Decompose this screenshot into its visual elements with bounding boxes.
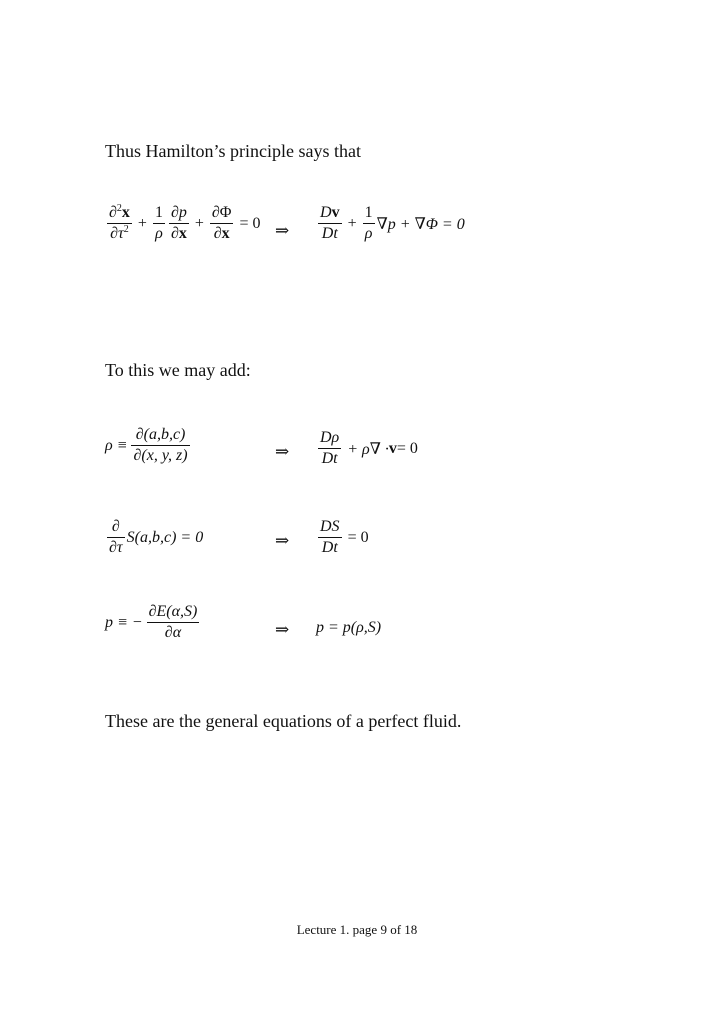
frac-ds-dt: $\frac{DS}{Dt}$	[320, 518, 340, 556]
implies-arrow-1: ⇒	[275, 221, 290, 240]
implies-arrow-4: ⇒	[275, 620, 290, 639]
frac-dphi-dx: $\frac{\partial\Phi}{\partial x}$	[211, 204, 232, 242]
equation-pressure-definition: p ≡ − $\frac{\partial E(\alpha,S)}{\partial\alpha}$	[105, 603, 198, 641]
page-footer: Lecture 1. page 9 of 18	[296, 922, 418, 937]
equation-momentum-lagrangian: $\frac{\partial^2x}{\partial\tau^2}$ + $\frac{1}{\rho}$ $\frac{\partial p}{\partial x}$ + $\frac{\partial\Phi}{\partial x}$ = 0	[109, 203, 261, 242]
implies-arrow-2: ⇒	[275, 442, 290, 461]
frac-dp-dx: $\frac{\partial p}{\partial x}$	[170, 204, 187, 242]
conclusion-paragraph: These are the general equations of a perfect fluid.	[105, 711, 462, 731]
frac-one-over-rho: $\frac{1}{\rho}$	[154, 204, 163, 242]
frac-d-dtau: $\frac{\partial}{\partial\tau}$	[109, 518, 123, 556]
implies-arrow-3: ⇒	[275, 531, 290, 550]
add-paragraph: To this we may add:	[105, 360, 251, 380]
frac-jacobian: $\frac{\partial(a,b,c)}{\partial(x, y, z)}$	[133, 426, 188, 464]
frac-one-over-rho-rhs: $\frac{1}{\rho}$	[364, 204, 373, 242]
frac-second-derivative: $\frac{\partial^2x}{\partial\tau^2}$	[109, 203, 130, 242]
equation-equation-of-state: p = p(ρ,S)	[316, 619, 382, 636]
intro-paragraph: Thus Hamilton’s principle says that	[105, 141, 361, 161]
equation-entropy-lagrangian: $\frac{\partial}{\partial\tau}$ S(a,b,c) = 0	[109, 518, 204, 556]
equation-density-jacobian: ρ ≡ $\frac{\partial(a,b,c)}{\partial(x, y, z)}$	[105, 426, 188, 464]
frac-dE-dalpha: $\frac{\partial E(\alpha,S)}{\partial\alpha}$	[148, 603, 198, 641]
equation-momentum-eulerian: $\frac{Dv}{Dt}$ + $\frac{1}{\rho}$ ∇p + ∇Φ = 0	[320, 204, 465, 242]
equation-continuity: $\frac{D\rho}{Dt}$ + ρ∇ · v = 0	[320, 429, 418, 467]
frac-drho-dt: $\frac{D\rho}{Dt}$	[320, 429, 340, 467]
equation-entropy-eulerian: $\frac{DS}{Dt}$ = 0	[320, 518, 369, 556]
frac-dv-dt: $\frac{Dv}{Dt}$	[320, 204, 340, 242]
